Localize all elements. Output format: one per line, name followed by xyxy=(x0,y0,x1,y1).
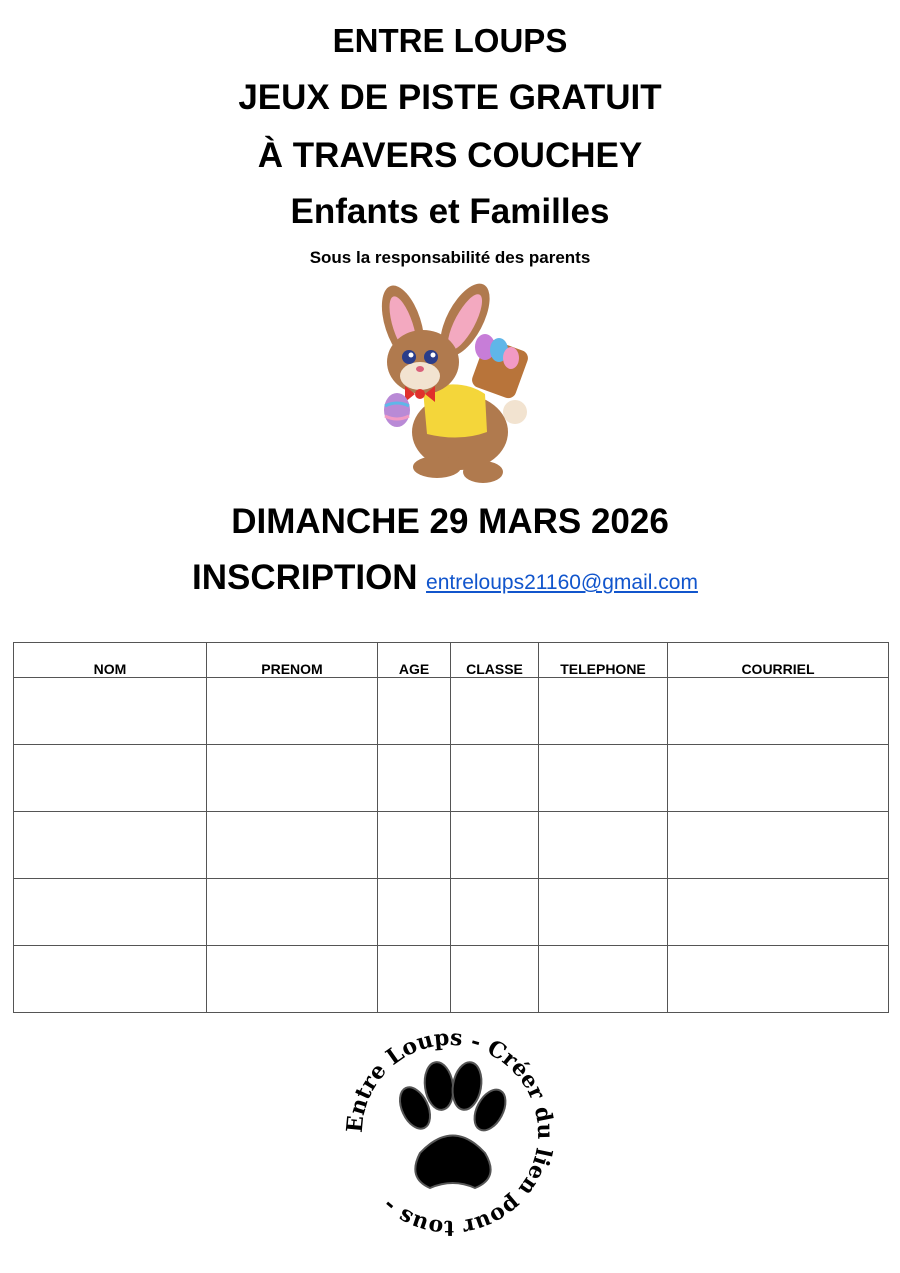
table-cell[interactable] xyxy=(14,946,207,1013)
table-cell[interactable] xyxy=(378,745,451,812)
title-line-1: ENTRE LOUPS xyxy=(332,22,568,59)
inscription-label: INSCRIPTION xyxy=(192,558,418,597)
table-cell[interactable] xyxy=(668,946,889,1013)
header-courriel: COURRIEL xyxy=(668,643,889,678)
table-cell[interactable] xyxy=(451,879,539,946)
title-line-2: JEUX DE PISTE GRATUIT xyxy=(238,78,662,117)
header-age: AGE xyxy=(378,643,451,678)
email-link[interactable]: entreloups21160@gmail.com xyxy=(426,571,698,594)
table-cell[interactable] xyxy=(378,879,451,946)
table-cell[interactable] xyxy=(207,946,378,1013)
table-cell[interactable] xyxy=(14,879,207,946)
table-cell[interactable] xyxy=(378,678,451,745)
registration-table xyxy=(13,642,889,1013)
table-cell[interactable] xyxy=(539,678,668,745)
table-cell[interactable] xyxy=(14,745,207,812)
table-header-row xyxy=(14,643,889,678)
table-row xyxy=(14,745,889,812)
easter-bunny-illustration xyxy=(365,282,535,487)
table-cell[interactable] xyxy=(207,678,378,745)
table-cell[interactable] xyxy=(668,812,889,879)
table-cell[interactable] xyxy=(668,678,889,745)
table-row xyxy=(14,678,889,745)
header-classe: CLASSE xyxy=(451,643,539,678)
table-cell[interactable] xyxy=(378,812,451,879)
table-cell[interactable] xyxy=(14,812,207,879)
table-cell[interactable] xyxy=(451,745,539,812)
table-cell[interactable] xyxy=(207,812,378,879)
entre-loups-paw-logo xyxy=(335,1018,565,1248)
title-line-3: À TRAVERS COUCHEY xyxy=(257,136,643,175)
svg-text:Entre Loups - Créer du lien po xyxy=(342,1025,558,1241)
table-cell[interactable] xyxy=(539,946,668,1013)
logo-text: Entre Loups - Créer du lien pour tous - xyxy=(341,1024,559,1242)
table-cell[interactable] xyxy=(207,879,378,946)
table-cell[interactable] xyxy=(207,745,378,812)
table-cell[interactable] xyxy=(668,879,889,946)
table-row xyxy=(14,812,889,879)
table-cell[interactable] xyxy=(451,812,539,879)
header-nom: NOM xyxy=(14,643,207,678)
header-prenom: PRENOM xyxy=(207,643,378,678)
table-cell[interactable] xyxy=(451,678,539,745)
table-cell[interactable] xyxy=(668,745,889,812)
table-cell[interactable] xyxy=(539,879,668,946)
header-telephone: TELEPHONE xyxy=(539,643,668,678)
title-line-4: Enfants et Familles xyxy=(290,192,610,231)
table-cell[interactable] xyxy=(539,812,668,879)
event-date: DIMANCHE 29 MARS 2026 xyxy=(231,502,669,541)
table-cell[interactable] xyxy=(451,946,539,1013)
table-cell[interactable] xyxy=(14,678,207,745)
subtitle: Sous la responsabilité des parents xyxy=(309,248,591,267)
table-row xyxy=(14,946,889,1013)
inscription-line xyxy=(192,558,698,598)
table-cell[interactable] xyxy=(539,745,668,812)
table-cell[interactable] xyxy=(378,946,451,1013)
paw-icon xyxy=(394,1060,512,1188)
table-row xyxy=(14,879,889,946)
